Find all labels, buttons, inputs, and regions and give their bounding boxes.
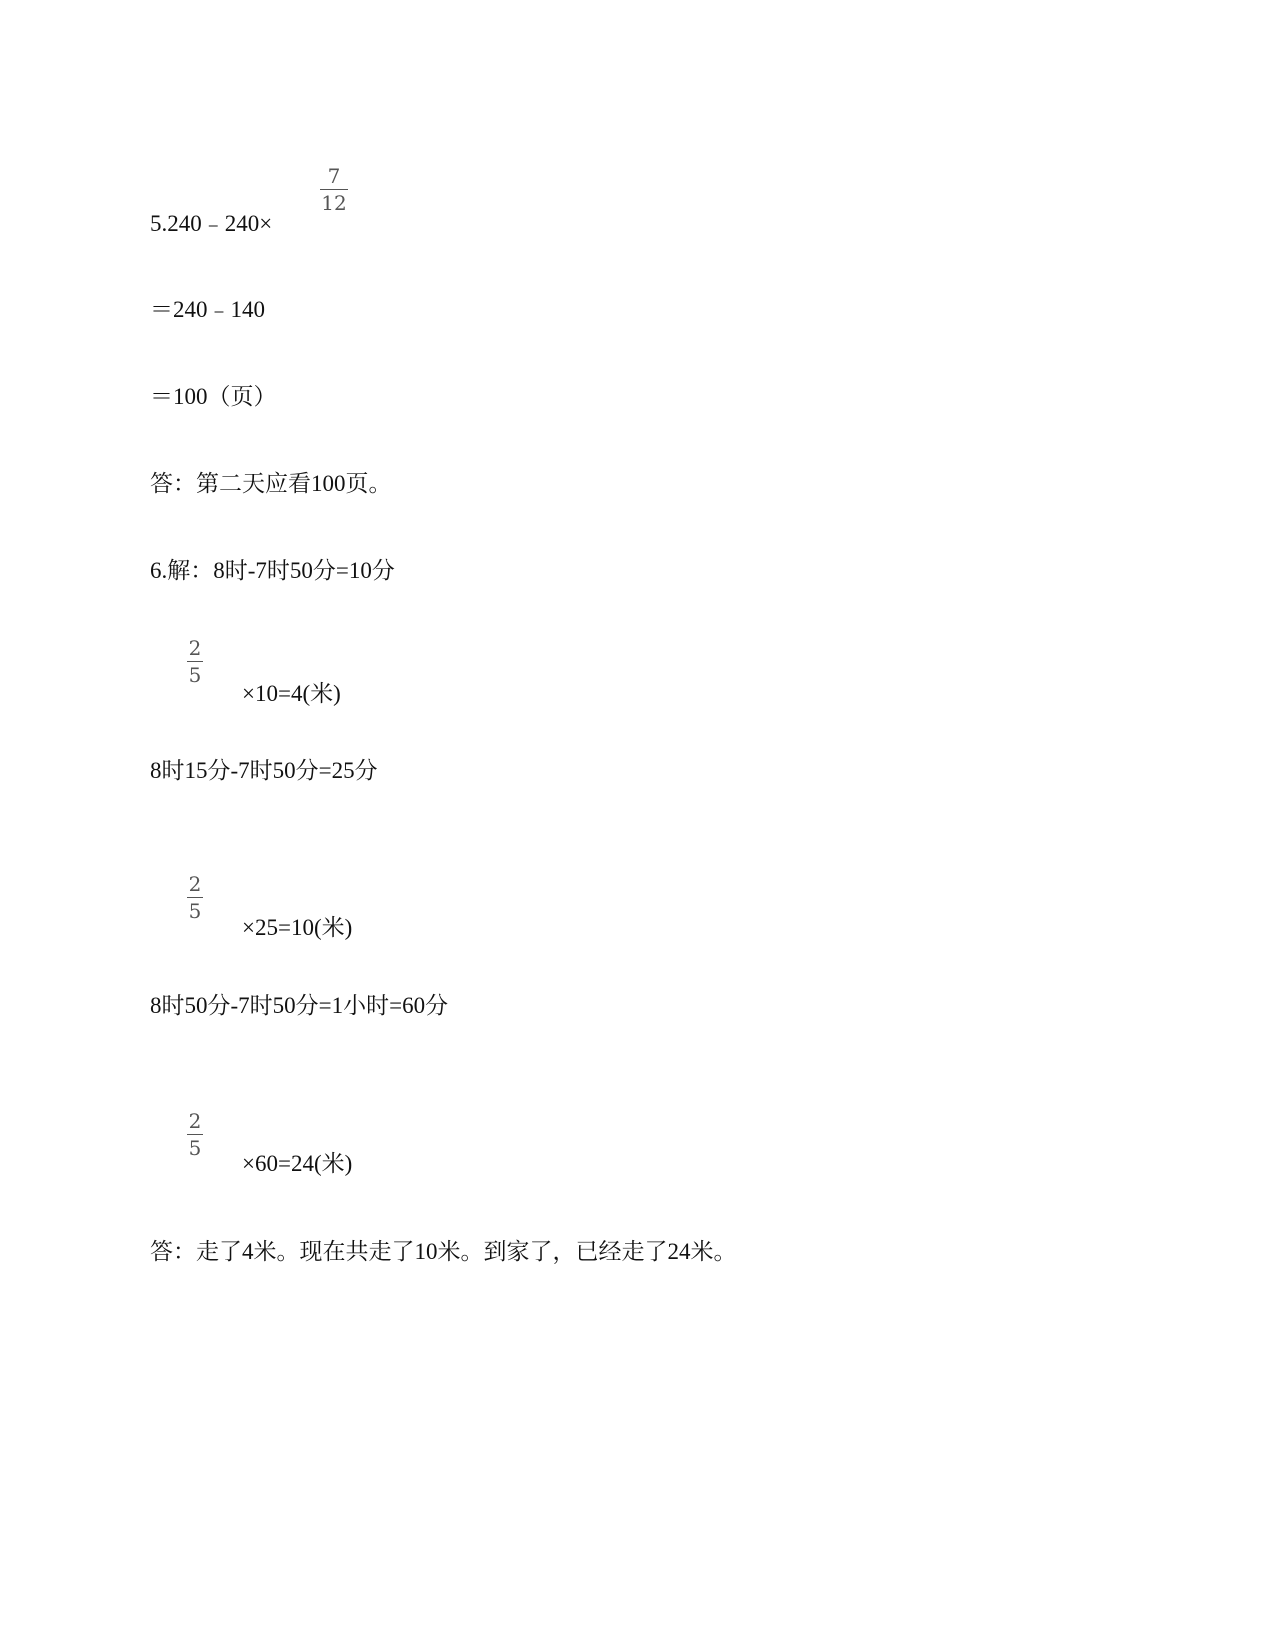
fraction-two-fifths <box>187 873 203 922</box>
fraction-denominator: 12 <box>321 191 347 215</box>
q5-step-2: ＝100（页） <box>150 384 277 409</box>
q5-step-1: ＝240﹣140 <box>150 297 265 322</box>
q6-time-2: 8时15分-7时50分=25分 <box>150 758 378 783</box>
q6-calc-1: ×10=4(米) <box>242 681 341 706</box>
fraction-numerator: 2 <box>188 872 202 896</box>
fraction-denominator: 5 <box>188 899 202 923</box>
q5-expression: 5.240﹣240× <box>150 211 273 236</box>
fraction-bar <box>187 1134 203 1135</box>
fraction-bar <box>320 189 348 190</box>
q6-calc-3: ×60=24(米) <box>242 1151 353 1176</box>
fraction-bar <box>187 897 203 898</box>
fraction-denominator: 5 <box>188 1136 202 1160</box>
fraction-seven-twelfths <box>320 165 348 214</box>
q5-answer: 答：第二天应看100页。 <box>150 471 392 496</box>
fraction-bar <box>187 661 203 662</box>
q6-heading: 6.解：8时-7时50分=10分 <box>150 558 395 583</box>
q6-answer: 答：走了4米。现在共走了10米。到家了，已经走了24米。 <box>150 1239 737 1264</box>
fraction-denominator: 5 <box>188 663 202 687</box>
q6-time-3: 8时50分-7时50分=1小时=60分 <box>150 993 449 1018</box>
fraction-two-fifths <box>187 1110 203 1159</box>
fraction-numerator: 7 <box>327 164 341 188</box>
q6-calc-2: ×25=10(米) <box>242 915 353 940</box>
fraction-two-fifths <box>187 637 203 686</box>
fraction-numerator: 2 <box>188 636 202 660</box>
fraction-numerator: 2 <box>188 1109 202 1133</box>
